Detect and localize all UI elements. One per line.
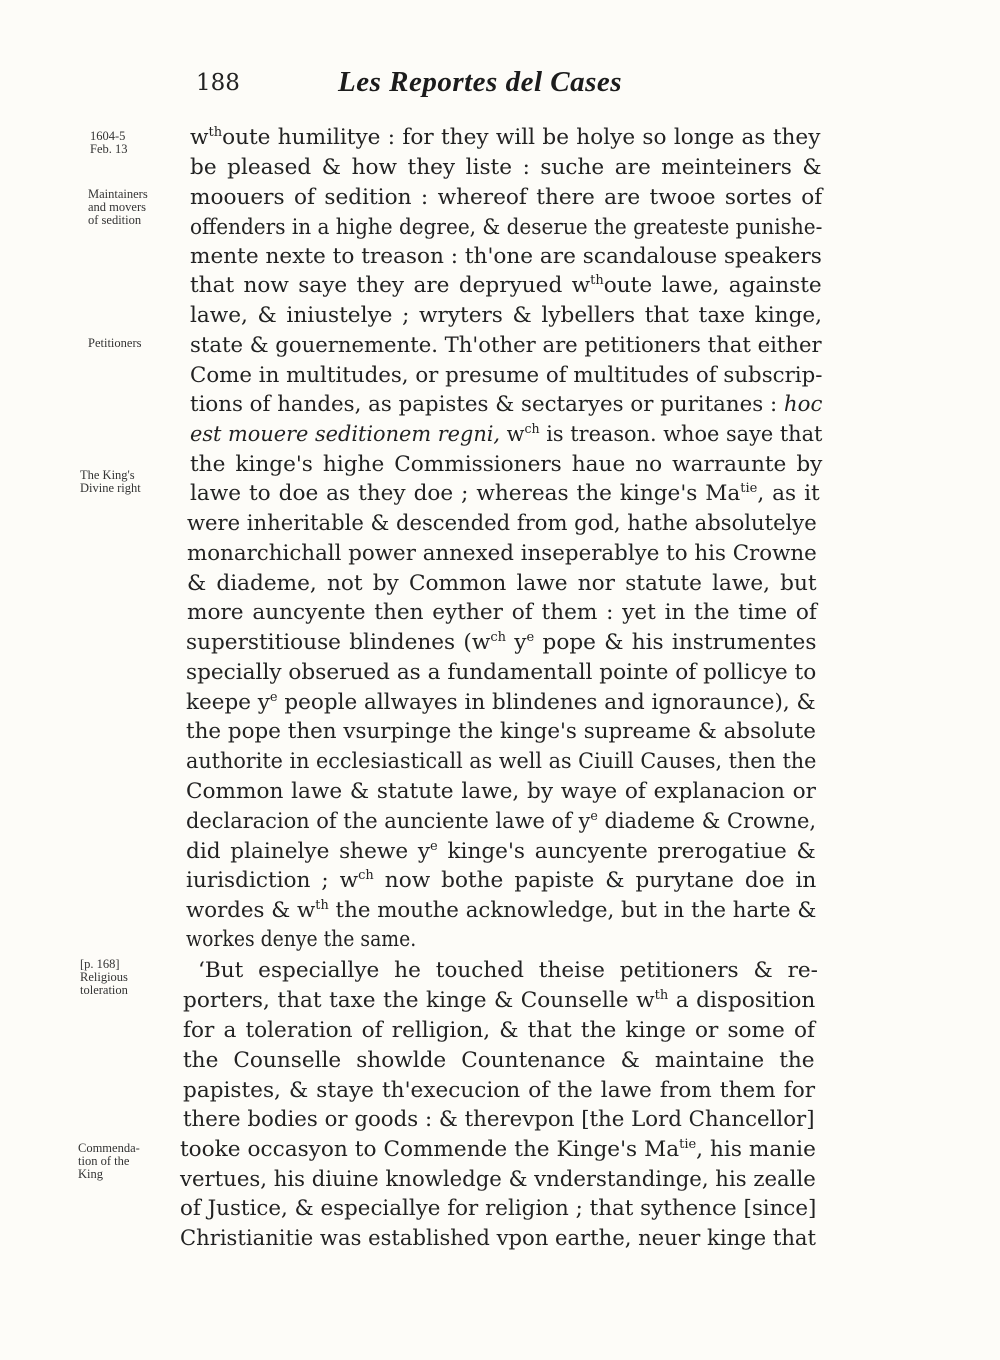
body-line: be pleased & how they liste : suche are meinteiners & [190,155,822,180]
body-line: mente nexte to treason : th'one are scandalouse speakers [190,244,822,269]
body-line: workes denye the same. [186,927,417,952]
body-line: the kinge's highe Commissioners haue no warraunte by [190,452,823,477]
body-line: Come in multitudes, or presume of multitudes of subscrip- [190,363,823,388]
body-line: the pope then vsurpinge the kinge's supreame & absolute [186,719,816,744]
body-line: there bodies or goods : & therevpon [the Lord Chancellor] [183,1107,815,1132]
body-line: Christianitie was established vpon earthe, neuer kinge that [180,1226,816,1251]
body-line: that now saye they are depryued $w^{th}oute$ lawe, againste [190,273,822,298]
body-line: vertues, his diuine knowledge & vnderstandinge, his zealle [180,1167,816,1192]
body-line: papistes, & staye th'execucion of the lawe from them for [183,1078,816,1103]
page-number: 188 [196,70,240,96]
body-line: declaracion of the aunciente lawe of $y^e$ diademe & Crowne, [186,809,817,834]
marginal-note: Maintainers and movers of sedition [88,187,148,227]
running-title: Les Reportes del Cases [338,66,623,98]
marginal-note: [p. 168] Religious toleration [80,957,128,997]
marginal-note: Commenda- tion of the King [78,1141,140,1181]
body-line: est mouere seditionem regni, $w^{ch}$ is treason. whoe saye that [190,422,823,447]
body-line: superstitiouse blindenes ($w^{ch}$ $y^e$ pope & his instrumentes [186,630,817,655]
body-line: state & gouernemente. Th'other are petitioners that either [190,333,822,358]
body-line: keepe $y^e$ people allwayes in blindenes and ignoraunce), & [186,690,816,715]
body-line: moouers of sedition : whereof there are twooe sortes of [190,185,823,210]
body-line: authorite in ecclesiasticall as well as Ciuill Causes, then the [186,749,817,774]
body-line: $w^{th}oute$ humilitye : for they will be holye so longe as they [190,125,821,150]
marginal-note: 1604-5 Feb. 13 [90,129,128,156]
body-line: monarchichall power annexed inseperablye to his Crowne [187,541,817,566]
marginal-note: Petitioners [88,336,142,350]
body-line: iurisdiction ; $w^{ch}$ now bothe papiste & purytane doe in [186,868,817,893]
body-line: of Justice, & especiallye for religion ; that sythence [since] [180,1196,817,1221]
body-line: & diademe, not by Common lawe nor statute lawe, but [187,571,817,596]
body-line: tions of handes, as papistes & sectaryes or puritanes : hoc [190,392,823,417]
body-line: offenders in a highe degree, & deserue the greateste punishe- [190,215,823,240]
body-line: specially obserued as a fundamentall pointe of pollicye to [186,660,817,685]
body-line: for a toleration of relligion, & that the kinge or some of [183,1018,815,1043]
body-line: did plainelye shewe $y^e$ kinge's auncyente prerogatiue & [186,839,816,864]
body-line: tooke occasyon to Commende the Kinge's $Ma^{tie}$, his manie [180,1137,816,1162]
body-line: were inheritable & descended from god, hathe absolutelye [187,511,817,536]
body-line: lawe, & iniustelye ; wryters & lybellers that taxe kinge, [190,303,823,328]
body-line: wordes & $w^{th}$ the mouthe acknowledge, but in the harte & [186,898,817,923]
marginal-note: The King's Divine right [80,468,141,495]
body-line: porters, that taxe the kinge & Counselle $w^{th}$ a disposition [183,988,816,1013]
body-line: Common lawe & statute lawe, by waye of explanacion or [186,779,816,804]
body-line: ‘But especiallye he touched theise petitioners & re- [198,958,818,983]
body-line: the Counselle showlde Countenance & maintaine the [183,1048,815,1073]
body-line: more auncyente then eyther of them : yet in the time of [187,600,817,625]
body-line: lawe to doe as they doe ; whereas the kinge's $Ma^{tie}$, as it [190,481,820,506]
